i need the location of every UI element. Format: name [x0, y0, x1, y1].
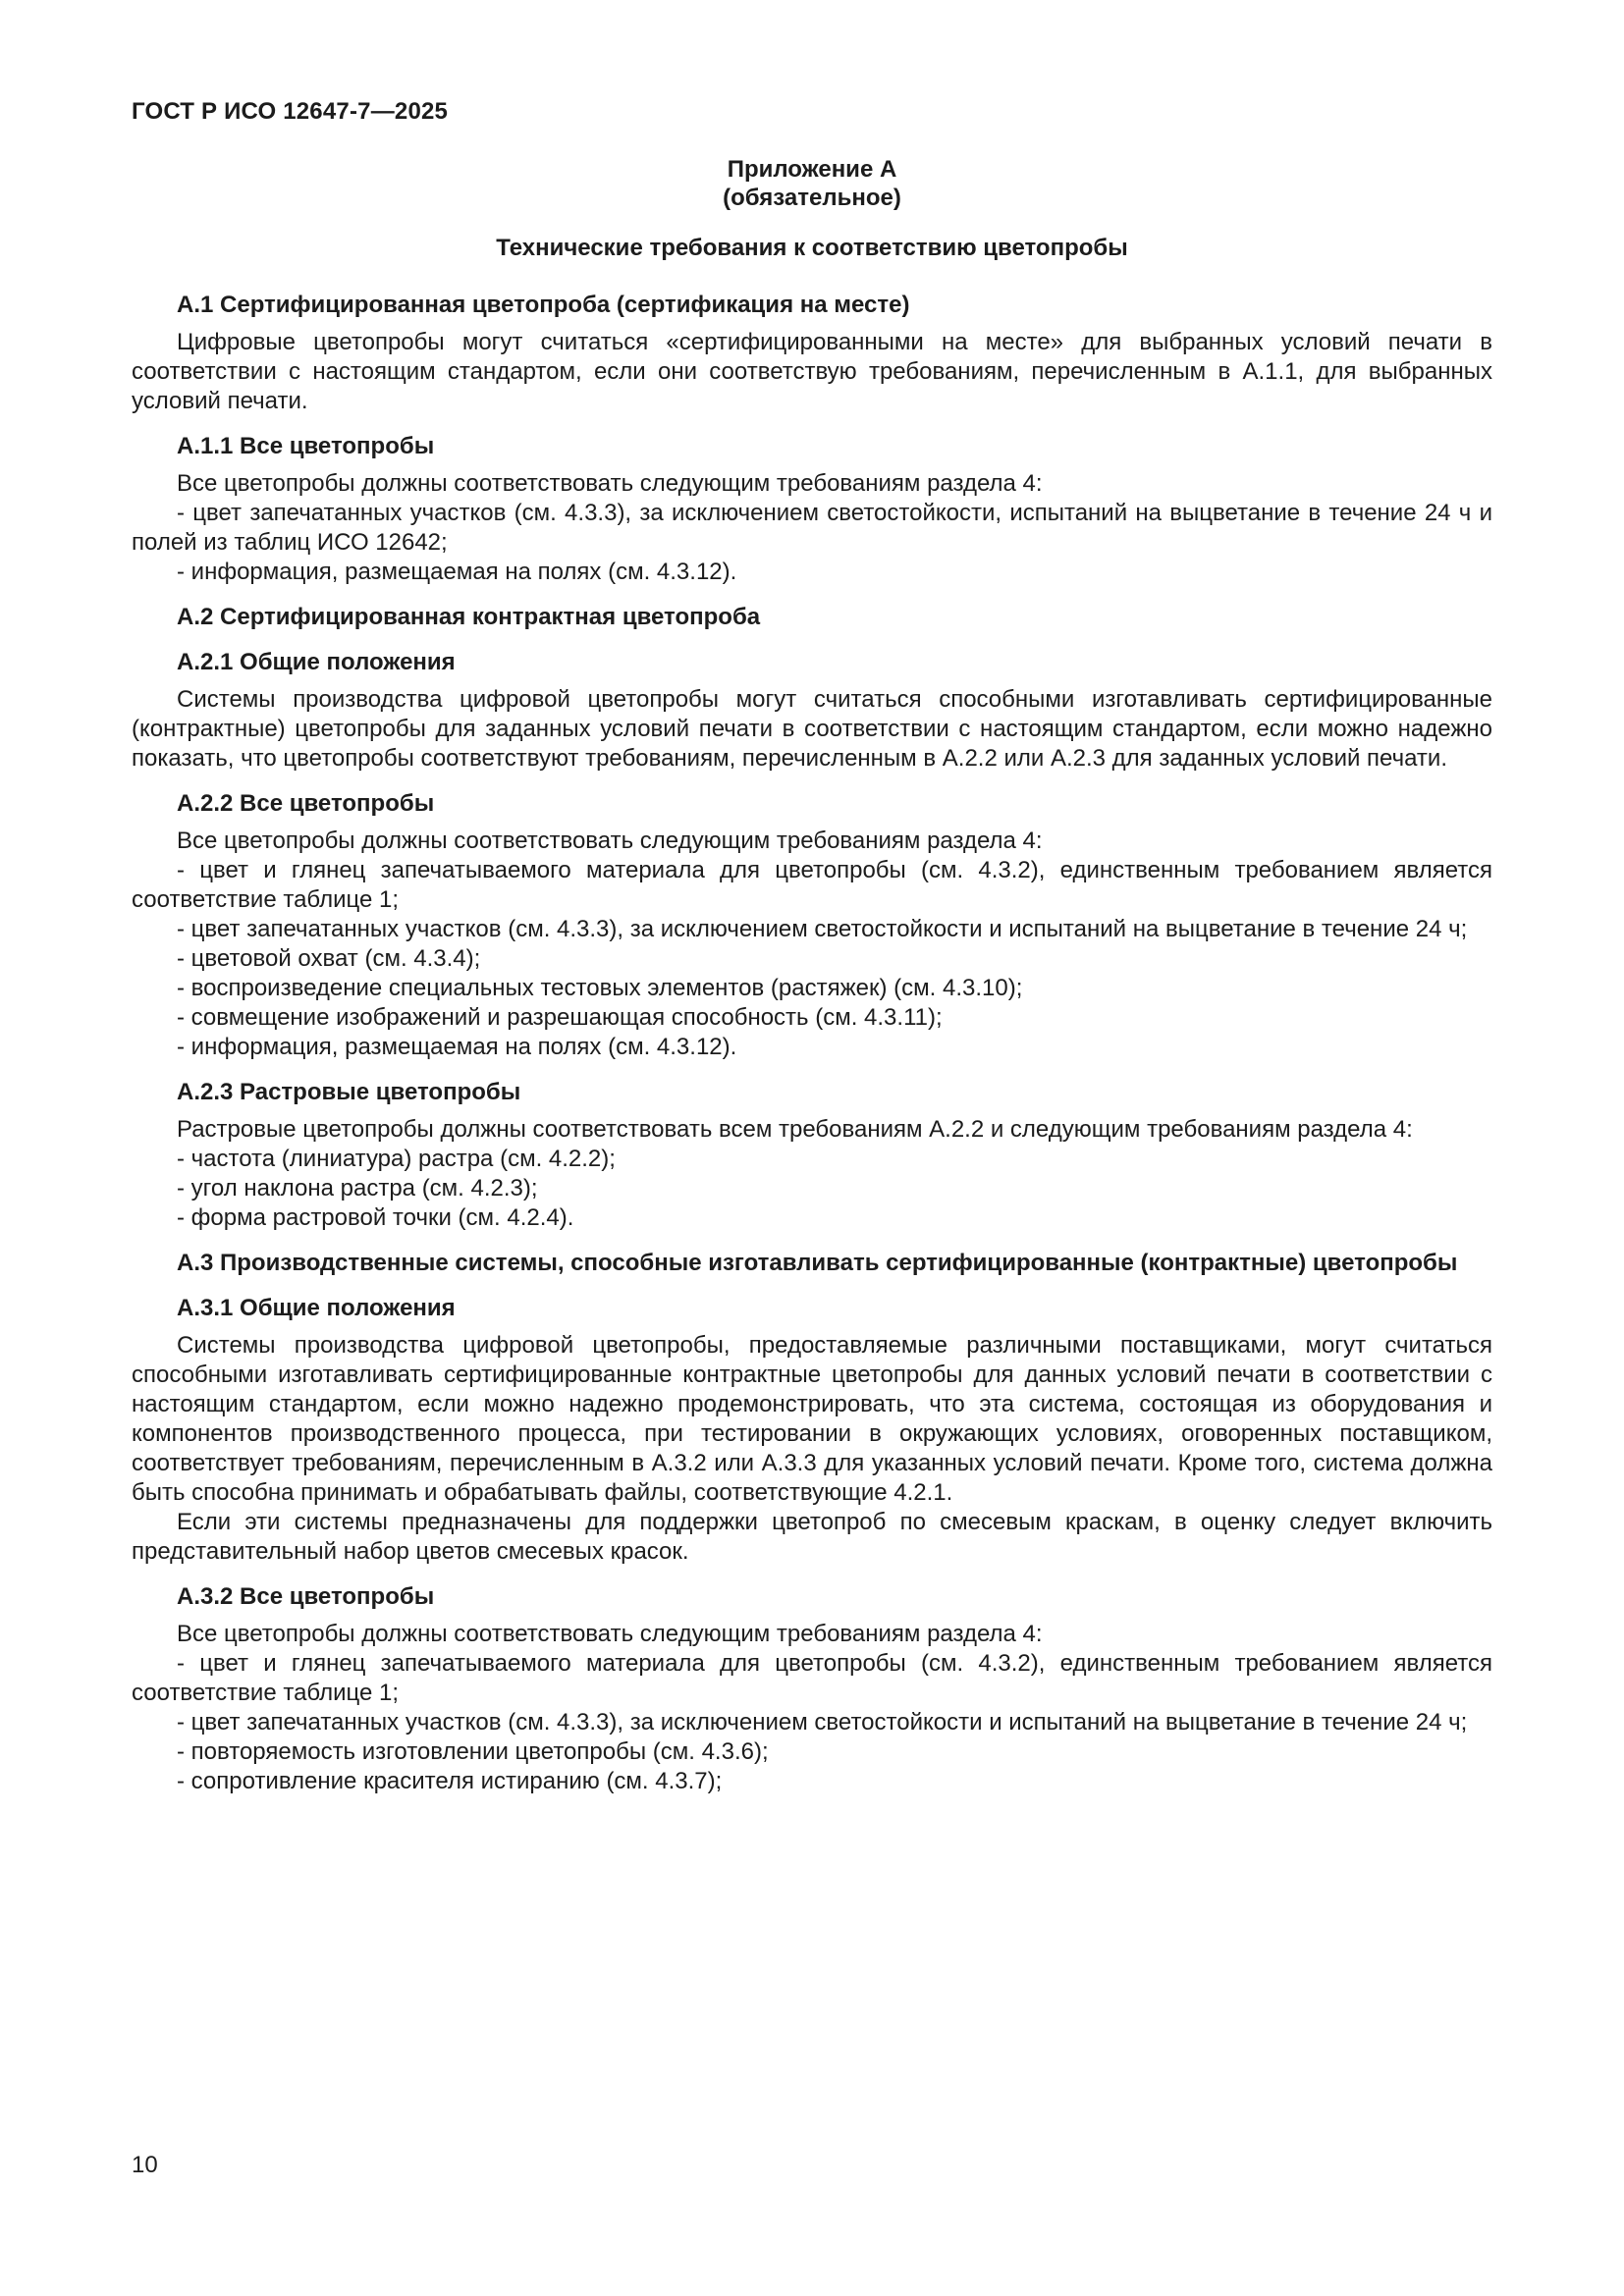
section-heading: А.1 Сертифицированная цветопроба (сертификация на месте)	[177, 292, 910, 318]
paragraph: Если эти системы предназначены для поддержки цветопроб по смесевым краскам, в оценку следует включить представительный набор цветов смесевых красок.	[132, 1509, 1492, 1565]
paragraph: - цветовой охват (см. 4.3.4);	[177, 945, 481, 972]
paragraph: - повторяемость изготовлении цветопробы (см. 4.3.6);	[177, 1738, 769, 1765]
appendix-label: Приложение А	[727, 156, 897, 183]
paragraph: - информация, размещаемая на полях (см. 4.3.12).	[177, 1034, 737, 1060]
paragraph: - цвет запечатанных участков (см. 4.3.3), за исключением светостойкости, испытаний на выцветание в течение 24 ч и полей из таблиц ИСО 12642;	[132, 500, 1492, 556]
paragraph: Все цветопробы должны соответствовать следующим требованиям раздела 4:	[177, 470, 1043, 497]
appendix-status: (обязательное)	[723, 185, 901, 211]
paragraph: Системы производства цифровой цветопробы могут считаться способными изготавливать сертифицированные (контрактные) цветопробы для заданных условий печати в соответствии с настоящим стандартом, если можно надежно показать, что цветопробы соответствуют требованиям, перечисленным в А.2.2 или А.2.3 для заданных условий печати.	[132, 686, 1492, 772]
paragraph: Все цветопробы должны соответствовать следующим требованиям раздела 4:	[177, 1621, 1043, 1647]
paragraph: - воспроизведение специальных тестовых элементов (растяжек) (см. 4.3.10);	[177, 975, 1023, 1001]
paragraph: - цвет и глянец запечатываемого материала для цветопробы (см. 4.3.2), единственным требованием является соответствие таблице 1;	[132, 857, 1492, 913]
paragraph: - цвет запечатанных участков (см. 4.3.3), за исключением светостойкости и испытаний на выцветание в течение 24 ч;	[177, 916, 1468, 942]
section-heading: А.2 Сертифицированная контрактная цветопроба	[177, 604, 761, 630]
paragraph: - сопротивление красителя истиранию (см. 4.3.7);	[177, 1768, 723, 1794]
section-heading: А.1.1 Все цветопробы	[177, 433, 435, 459]
paragraph: - информация, размещаемая на полях (см. 4.3.12).	[177, 559, 737, 585]
appendix-title: Технические требования к соответствию цветопробы	[496, 235, 1128, 261]
section-heading: А.2.2 Все цветопробы	[177, 790, 435, 817]
paragraph: - форма растровой точки (см. 4.2.4).	[177, 1204, 574, 1231]
paragraph: Системы производства цифровой цветопробы, предоставляемые различными поставщиками, могут считаться способными изготавливать сертифицированные контрактные цветопробы для данных условий печати в соответствии с настоящим стандартом, если можно надежно продемонстрировать, что эта система, состоящая из оборудования и компонентов производственного процесса, при тестировании в окружающих условиях, оговоренных поставщиком, соответствует требованиям, перечисленным в А.3.2 или А.3.3 для указанных условий печати. Кроме того, система должна быть способна принимать и обрабатывать файлы, соответствующие 4.2.1.	[132, 1332, 1492, 1506]
paragraph: Цифровые цветопробы могут считаться «сертифицированными на месте» для выбранных условий печати в соответствии с настоящим стандартом, если они соответствую требованиям, перечисленным в А.1.1, для выбранных условий печати.	[132, 329, 1492, 414]
section-heading: А.2.1 Общие положения	[177, 649, 456, 675]
paragraph: - цвет запечатанных участков (см. 4.3.3), за исключением светостойкости и испытаний на выцветание в течение 24 ч;	[177, 1709, 1468, 1735]
document-code-header: ГОСТ Р ИСО 12647-7—2025	[132, 98, 449, 125]
paragraph: - цвет и глянец запечатываемого материала для цветопробы (см. 4.3.2), единственным требованием является соответствие таблице 1;	[132, 1650, 1492, 1706]
paragraph: - угол наклона растра (см. 4.2.3);	[177, 1175, 538, 1201]
section-heading: А.3.1 Общие положения	[177, 1295, 456, 1321]
paragraph: - частота (линиатура) растра (см. 4.2.2);	[177, 1146, 616, 1172]
paragraph: Растровые цветопробы должны соответствовать всем требованиям А.2.2 и следующим требованиям раздела 4:	[177, 1116, 1413, 1143]
paragraph: - совмещение изображений и разрешающая способность (см. 4.3.11);	[177, 1004, 943, 1031]
section-heading: А.2.3 Растровые цветопробы	[177, 1079, 521, 1105]
section-heading: А.3.2 Все цветопробы	[177, 1583, 435, 1610]
section-heading: А.3 Производственные системы, способные изготавливать сертифицированные (контрактные) цветопробы	[177, 1250, 1458, 1276]
page-number: 10	[132, 2152, 158, 2178]
paragraph: Все цветопробы должны соответствовать следующим требованиям раздела 4:	[177, 828, 1043, 854]
document-body	[132, 275, 1492, 1796]
